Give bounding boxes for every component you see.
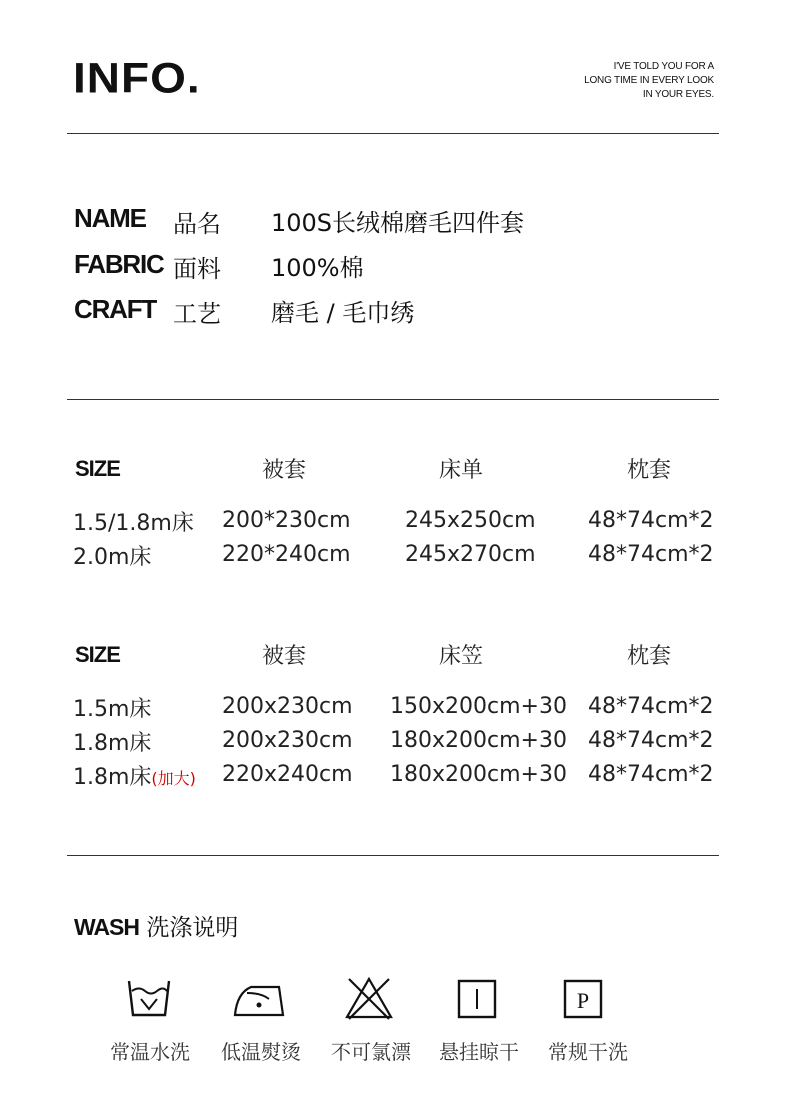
size-cell [73, 760, 196, 791]
duvet-cell: 200x230cm [222, 694, 353, 719]
no-bleach-icon [339, 969, 399, 1029]
iron-icon [229, 969, 289, 1029]
wash-tub-icon [119, 969, 179, 1029]
tagline-line: LONG TIME IN EVERY LOOK [584, 75, 714, 86]
info-value-craft: 磨毛 / 毛巾绣 [271, 299, 415, 327]
wash-caption: 低温熨烫 [221, 1040, 301, 1064]
info-label-craft: CRAFT [74, 294, 157, 324]
dry-clean-p-icon [553, 969, 613, 1029]
info-label-name: NAME [74, 203, 146, 233]
size-cell: 1.5/1.8m床 [73, 511, 194, 536]
column-header-duvet: 被套 [261, 644, 306, 669]
tagline-line: IN YOUR EYES. [642, 89, 714, 100]
size-note: (加大) [151, 769, 196, 788]
pillowcase-cell: 48*74cm*2 [588, 728, 714, 753]
divider [67, 855, 719, 856]
wash-caption: 常温水洗 [110, 1040, 190, 1064]
column-header-duvet: 被套 [261, 458, 306, 483]
wash-title [74, 909, 238, 942]
sheet-cell: 245x270cm [405, 542, 536, 567]
pillowcase-cell: 48*74cm*2 [588, 508, 714, 533]
divider [67, 399, 719, 400]
column-header-sheet: 床单 [438, 458, 483, 483]
wash-caption: 不可氯漂 [331, 1040, 411, 1064]
info-label-name-cn: 品名 [173, 210, 221, 238]
wash-title-en: WASH [74, 914, 139, 940]
duvet-cell: 220x240cm [222, 762, 353, 787]
fitted-sheet-cell: 150x200cm+30 [390, 694, 567, 719]
duvet-cell: 220*240cm [222, 542, 351, 567]
column-header-pillowcase: 枕套 [626, 458, 671, 483]
pillowcase-cell: 48*74cm*2 [588, 542, 714, 567]
tagline [584, 60, 714, 102]
size-cell: 1.5m床 [73, 697, 152, 722]
fitted-sheet-cell: 180x200cm+30 [390, 762, 567, 787]
wash-title-cn: 洗涤说明 [146, 915, 239, 941]
size-cell-text: 1.8m床 [73, 765, 152, 790]
size-cell: 2.0m床 [73, 545, 152, 570]
logo: INFO. [73, 54, 201, 102]
duvet-cell: 200*230cm [222, 508, 351, 533]
pillowcase-cell: 48*74cm*2 [588, 694, 714, 719]
wash-caption: 常规干洗 [548, 1040, 628, 1064]
column-header-fitted-sheet: 床笠 [438, 644, 483, 669]
duvet-cell: 200x230cm [222, 728, 353, 753]
info-value-fabric: 100%棉 [271, 254, 364, 282]
fitted-sheet-cell: 180x200cm+30 [390, 728, 567, 753]
info-label-craft-cn: 工艺 [173, 300, 221, 328]
size-label: SIZE [75, 456, 120, 481]
size-label: SIZE [75, 642, 120, 667]
tagline-line: I'VE TOLD YOU FOR A [613, 61, 714, 72]
info-label-fabric: FABRIC [74, 249, 164, 279]
divider [67, 133, 719, 134]
info-label-fabric-cn: 面料 [173, 255, 221, 283]
sheet-cell: 245x250cm [405, 508, 536, 533]
svg-text:P: P [576, 988, 590, 1013]
hang-dry-icon [447, 969, 507, 1029]
info-value-name: 100S长绒棉磨毛四件套 [271, 209, 525, 237]
column-header-pillowcase: 枕套 [626, 644, 671, 669]
pillowcase-cell: 48*74cm*2 [588, 762, 714, 787]
size-cell: 1.8m床 [73, 731, 152, 756]
wash-caption: 悬挂晾干 [439, 1040, 519, 1064]
